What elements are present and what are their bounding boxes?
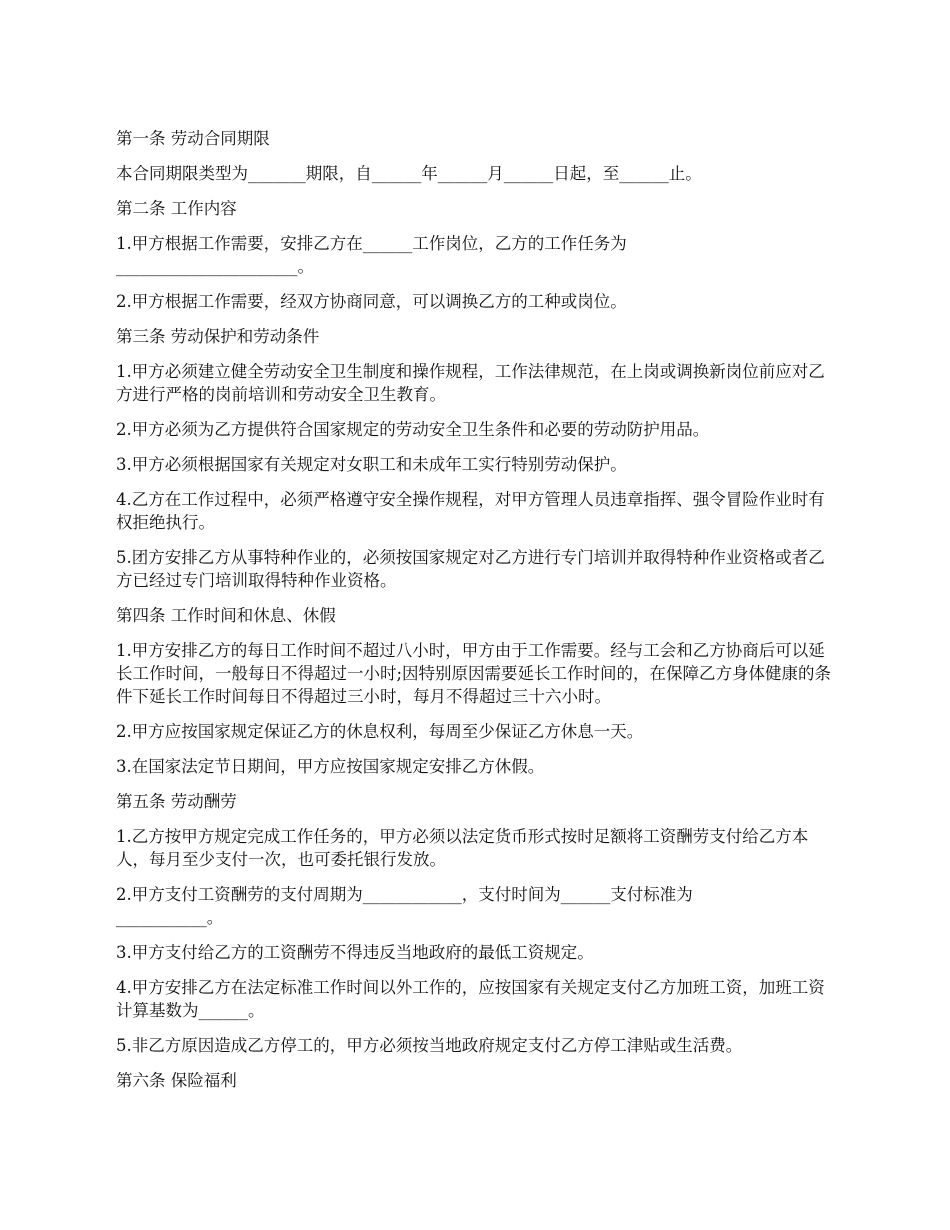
article-5-heading: 第五条 劳动酬劳 bbox=[116, 792, 237, 811]
article-3-item-5: 5.团方安排乙方从事特种作业的，必须按国家规定对乙方进行专门培训并取得特种作业资格或者乙方已经过专门培训取得特种作业资格。 bbox=[116, 548, 825, 590]
article-3-item-1: 1.甲方必须建立健全劳动安全卫生制度和操作规程，工作法律规范，在上岗或调换新岗位前应对乙方进行严格的岗前培训和劳动安全卫生教育。 bbox=[116, 362, 825, 404]
article-2-item-1: 1.甲方根据工作需要，安排乙方在______工作岗位，乙方的工作任务为 ______________________。 bbox=[116, 234, 627, 276]
article-4-heading: 第四条 工作时间和休息、休假 bbox=[116, 606, 336, 625]
contract-body bbox=[116, 127, 836, 1104]
article-3-item-4: 4.乙方在工作过程中，必须严格遵守安全操作规程，对甲方管理人员违章指挥、强令冒险作业时有权拒绝执行。 bbox=[116, 490, 825, 532]
article-4-item-1: 1.甲方安排乙方的每日工作时间不超过八小时，甲方由于工作需要。经与工会和乙方协商后可以延长工作时间，一般每日不得超过一小时;因特别原因需要延长工作时间的，在保障乙方身体健康的条件下延长工作时间每日不得超过三小时，每月不得超过三十六小时。 bbox=[116, 641, 832, 706]
article-5-item-1: 1.乙方按甲方规定完成工作任务的，甲方必须以法定货币形式按时足额将工资酬劳支付给乙方本人，每月至少支付一次，也可委托银行发放。 bbox=[116, 827, 809, 869]
article-4-item-2: 2.甲方应按国家规定保证乙方的休息权利，每周至少保证乙方休息一天。 bbox=[116, 722, 644, 741]
article-3-item-2: 2.甲方必须为乙方提供符合国家规定的劳动安全卫生条件和必要的劳动防护用品。 bbox=[116, 420, 710, 439]
article-6-heading: 第六条 保险福利 bbox=[116, 1071, 237, 1090]
article-1-heading: 第一条 劳动合同期限 bbox=[116, 129, 270, 148]
article-5-item-4: 4.甲方安排乙方在法定标准工作时间以外工作的，应按国家有关规定支付乙方加班工资，加班工资计算基数为______。 bbox=[116, 978, 825, 1020]
article-5-item-3: 3.甲方支付给乙方的工资酬劳不得违反当地政府的最低工资规定。 bbox=[116, 943, 594, 962]
article-1-term: 本合同期限类型为_______期限，自______年______月______日起，至______止。 bbox=[116, 164, 702, 183]
article-2-item-2: 2.甲方根据工作需要，经双方协商同意，可以调换乙方的工种或岗位。 bbox=[116, 292, 627, 311]
article-5-item-5: 5.非乙方原因造成乙方停工的，甲方必须按当地政府规定支付乙方停工津贴或生活费。 bbox=[116, 1036, 743, 1055]
article-3-heading: 第三条 劳动保护和劳动条件 bbox=[116, 327, 320, 346]
article-2-heading: 第二条 工作内容 bbox=[116, 199, 237, 218]
article-4-item-3: 3.在国家法定节日期间，甲方应按国家规定安排乙方休假。 bbox=[116, 757, 545, 776]
article-5-item-2: 2.甲方支付工资酬劳的支付周期为____________，支付时间为______支付标准为 ___________。 bbox=[116, 885, 693, 927]
article-3-item-3: 3.甲方必须根据国家有关规定对女职工和未成年工实行特别劳动保护。 bbox=[116, 455, 627, 474]
